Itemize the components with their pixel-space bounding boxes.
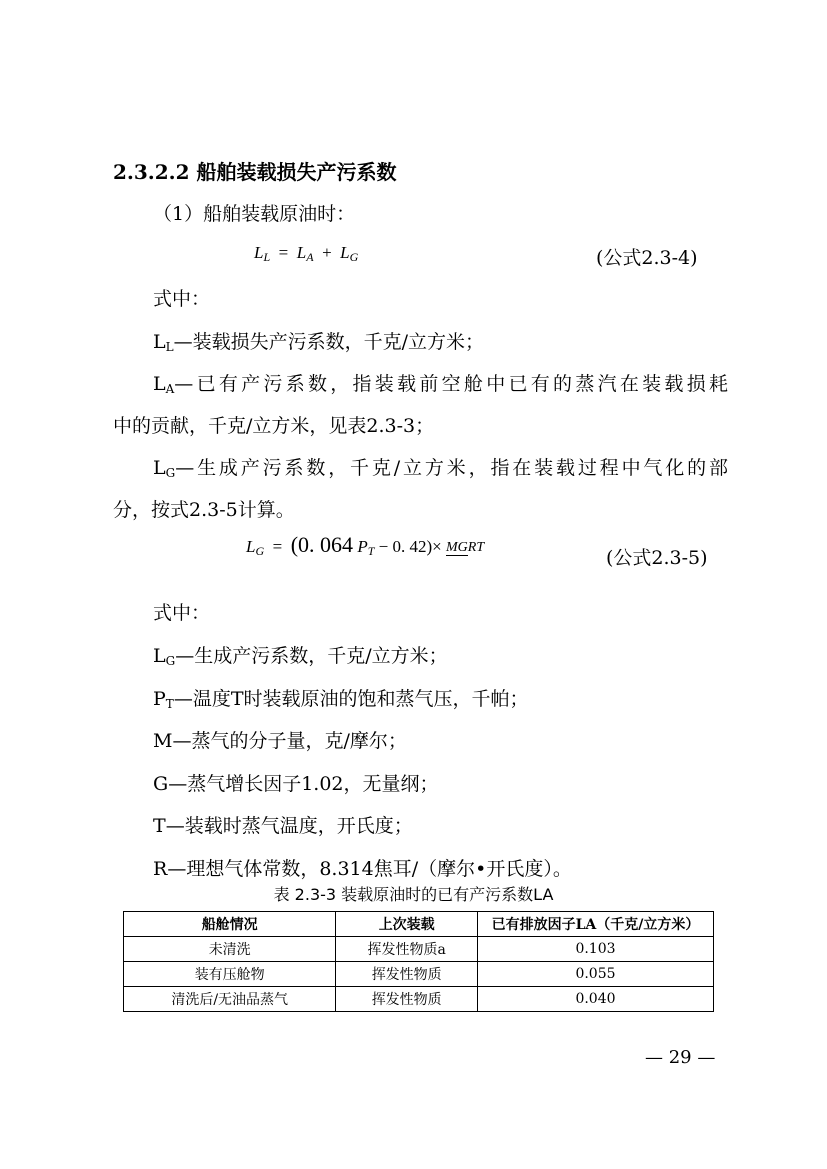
equation-2-3-4: $L_L = L_A + L_G$ bbox=[254, 243, 359, 264]
table-header-row bbox=[124, 912, 714, 937]
where-label: 式中： bbox=[153, 288, 211, 310]
definition-T: T—装载时蒸气温度，开氏度； bbox=[153, 815, 413, 837]
equation-number: (公式2.3-4) bbox=[596, 247, 698, 269]
definition-G: G—蒸气增长因子1.02，无量纲； bbox=[153, 773, 439, 795]
where-label: 式中： bbox=[153, 602, 211, 624]
table-cell: 挥发性物质 bbox=[336, 987, 478, 1012]
page-number: — 29 — bbox=[645, 1047, 716, 1068]
definition-LG-cont: 分，按式2.3-5计算。 bbox=[113, 499, 295, 521]
table-cell: 0.040 bbox=[477, 987, 713, 1012]
table-caption: 表 2.3-3 装载原油时的已有产污系数LA bbox=[273, 885, 554, 904]
table-cell: 0.103 bbox=[477, 937, 713, 962]
definition-LL: $L_L—$装载损失产污系数，千克/立方米； bbox=[153, 331, 484, 354]
definition-LG: $L_G—$生成产污系数，千克/立方米； bbox=[153, 645, 448, 668]
table-cell: 挥发性物质a bbox=[336, 937, 478, 962]
table-row bbox=[124, 987, 714, 1012]
table-row bbox=[124, 962, 714, 987]
definition-LA: $L_A—$已有产污系数，指装载前空舱中已有的蒸汽在装载损耗 bbox=[153, 373, 728, 396]
equation-number: (公式2.3-5) bbox=[606, 547, 708, 569]
table-cell: 清洗后/无油品蒸气 bbox=[124, 987, 336, 1012]
definition-LG: $L_G—$生成产污系数，千克/立方米，指在装载过程中气化的部 bbox=[153, 457, 728, 480]
table-cell: 挥发性物质 bbox=[336, 962, 478, 987]
definition-PT: $P_T—$温度T时装载原油的饱和蒸气压，千帕； bbox=[153, 688, 529, 711]
definition-R: R—理想气体常数，8.314焦耳/（摩尔•开氏度）。 bbox=[153, 858, 572, 880]
table-cell: 装有压舱物 bbox=[124, 962, 336, 987]
header-cell: 上次装载 bbox=[336, 912, 478, 937]
definition-LA-cont: 中的贡献，千克/立方米，见表2.3-3； bbox=[113, 415, 435, 437]
table-cell: 未清洗 bbox=[124, 937, 336, 962]
table-cell: 0.055 bbox=[477, 962, 713, 987]
intro-text: （1）船舶装载原油时： bbox=[153, 203, 356, 225]
section-heading: 2.3.2.2 船舶装载损失产污系数 bbox=[113, 160, 397, 184]
table-row bbox=[124, 937, 714, 962]
la-table bbox=[123, 911, 714, 1012]
header-cell: 船舱情况 bbox=[124, 912, 336, 937]
definition-M: M—蒸气的分子量，克/摩尔； bbox=[153, 730, 407, 752]
header-cell: 已有排放因子LA（千克/立方米） bbox=[477, 912, 713, 937]
equation-2-3-5: $L_G = (0$. 064 $P_T - 0$. 42)× MGRT bbox=[246, 532, 485, 558]
